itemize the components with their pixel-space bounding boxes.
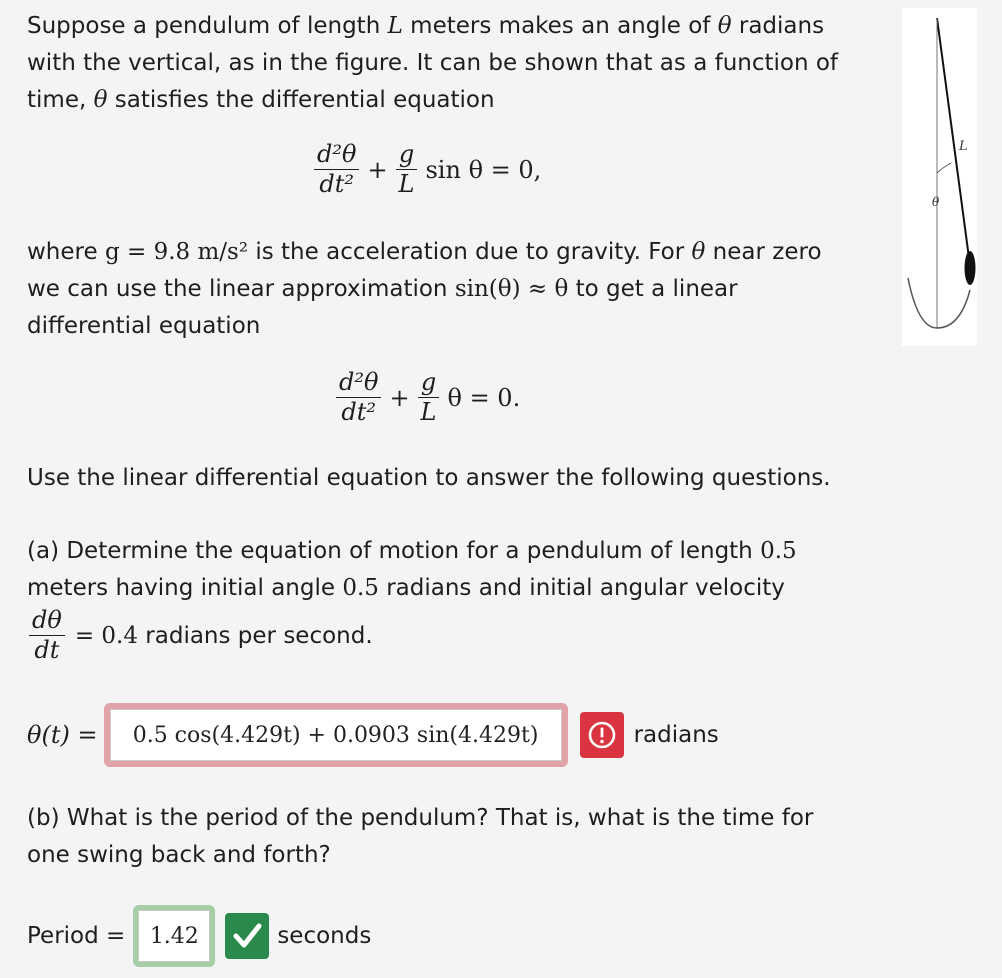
check-icon[interactable]: [225, 913, 269, 959]
nonlinear-equation: $\frac{\text{d²θ}}{\text{dt²}}$ + $\frac{g}{L}$ sin θ = 0,: [314, 142, 541, 197]
theta-answer-input[interactable]: 0.5 cos(4.429t) + 0.0903 sin(4.429t): [104, 703, 568, 767]
theta-label: θ(t) =: [27, 721, 98, 749]
first-derivative-fraction: $\frac{d\theta}{dt}$: [29, 608, 65, 663]
unit-label: seconds: [277, 923, 372, 949]
pendulum-figure: [902, 8, 977, 346]
linearization-paragraph: where g = 9.8 m/s² is the acceleration due to gravity. For θ near zero we can use the linear approximation sin(θ) ≈ θ to get a linear differential equation: [27, 239, 822, 339]
part-b-answer-row: [27, 905, 371, 967]
length-label: L: [959, 139, 968, 154]
instruction-text: Use the linear differential equation to answer the following questions.: [27, 465, 831, 491]
swing-arc: [908, 278, 970, 328]
angle-label: θ: [932, 195, 940, 209]
part-a-question: (a) Determine the equation of motion for a pendulum of length 0.5 meters having initial angle 0.5 radians and initial angular velocity: [27, 538, 797, 601]
angle-arc: [937, 163, 951, 173]
pendulum-rod: [937, 18, 969, 258]
part-b-question: (b) What is the period of the pendulum? That is, what is the time for one swing back and forth?: [27, 805, 814, 868]
part-a-answer-row: [27, 704, 719, 766]
second-derivative-fraction: $\frac{\text{d²θ}}{\text{dt²}}$: [336, 370, 381, 425]
period-answer-input[interactable]: 1.42: [133, 905, 215, 967]
pendulum-bob: [965, 251, 976, 285]
alert-icon[interactable]: [580, 712, 624, 758]
linear-equation: $\frac{\text{d²θ}}{\text{dt²}}$ + $\frac{g}{L}$ θ = 0.: [336, 370, 520, 425]
second-derivative-fraction: $\frac{\text{d²θ}}{\text{dt²}}$: [314, 142, 359, 197]
period-label: Period =: [27, 923, 126, 949]
initial-velocity-line: $\frac{d\theta}{dt}$ = 0.4 radians per second.: [29, 608, 373, 663]
unit-label: radians: [633, 722, 719, 748]
intro-paragraph: Suppose a pendulum of length L meters makes an angle of θ radians with the vertical, as in the figure. It can be shown that as a function of time, θ satisfies the differential equation: [27, 13, 839, 113]
g-over-L-fraction: $\frac{g}{L}$: [418, 370, 440, 425]
g-over-L-fraction: $\frac{g}{L}$: [396, 142, 418, 197]
